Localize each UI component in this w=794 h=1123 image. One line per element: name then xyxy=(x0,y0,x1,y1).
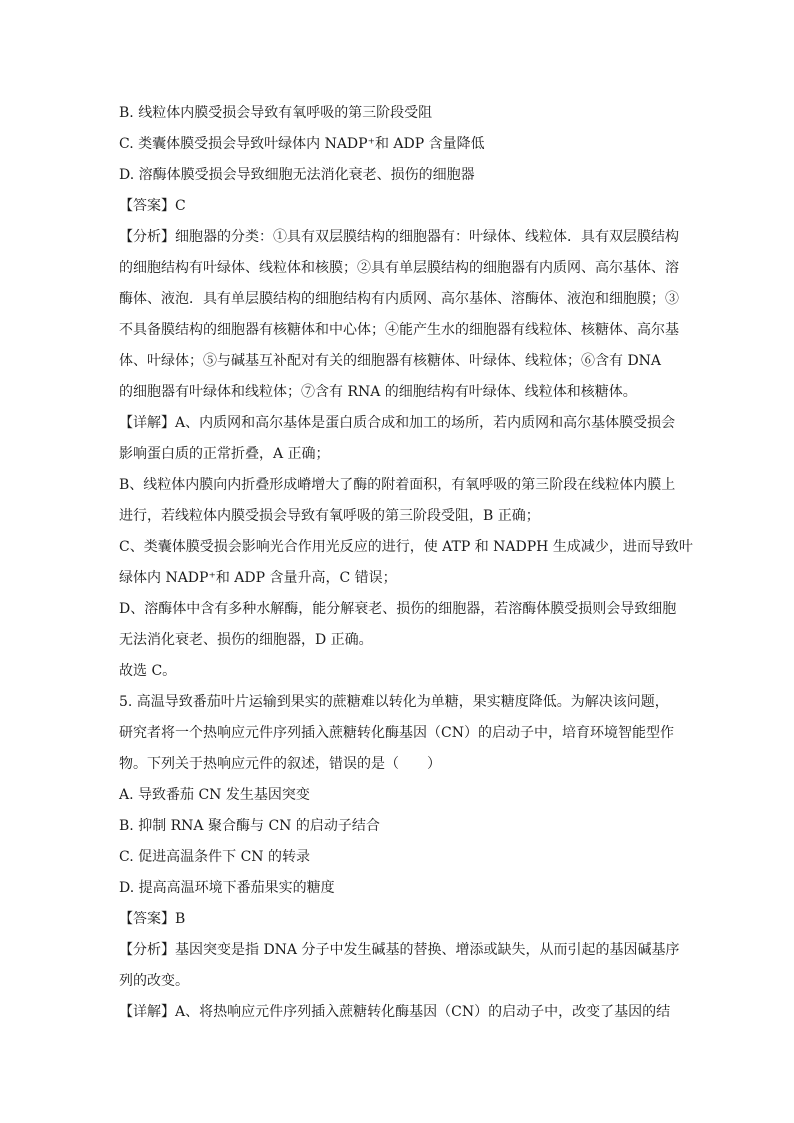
option-a-line: A. 导致番茄 CN 发生基因突变 xyxy=(119,787,310,803)
option-d-line: D. 溶酶体膜受损会导致细胞无法消化衰老、损伤的细胞器 xyxy=(119,167,475,183)
detail-line: 绿体内 NADP⁺和 ADP 含量升高，C 错误； xyxy=(119,570,397,586)
analysis-line: 【分析】基因突变是指 DNA 分子中发生碱基的替换、增添或缺失，从而引起的基因碱基序 xyxy=(119,942,680,958)
choice-line: 故选 C。 xyxy=(119,663,177,679)
detail-line: 无法消化衰老、损伤的细胞器，D 正确。 xyxy=(119,632,373,648)
detail-line: 影响蛋白质的正常折叠，A 正确； xyxy=(119,446,330,462)
option-c-line: C. 促进高温条件下 CN 的转录 xyxy=(119,849,310,865)
question-line: 5. 高温导致番茄叶片运输到果实的蔗糖难以转化为单糖，果实糖度降低。为解决该问题， xyxy=(119,694,669,710)
detail-line: 进行，若线粒体内膜受损会导致有氧呼吸的第三阶段受阻，B 正确； xyxy=(119,508,540,524)
analysis-line: 不具备膜结构的细胞器有核糖体和中心体；④能产生水的细胞器有线粒体、核糖体、高尔基 xyxy=(119,322,679,338)
option-b-line: B. 线粒体内膜受损会导致有氧呼吸的第三阶段受阻 xyxy=(119,105,433,121)
detail-line: B、线粒体内膜向内折叠形成嵴增大了酶的附着面积，有氧呼吸的第三阶段在线粒体内膜上 xyxy=(119,477,676,493)
detail-line: 【详解】A、将热响应元件序列插入蔗糖转化酶基因（CN）的启动子中，改变了基因的结 xyxy=(119,1004,671,1020)
analysis-line: 列的改变。 xyxy=(119,973,189,989)
answer-line: 【答案】B xyxy=(119,911,186,927)
analysis-line: 的细胞器有叶绿体和线粒体；⑦含有 RNA 的细胞结构有叶绿体、线粒体和核糖体。 xyxy=(119,384,637,400)
option-b-line: B. 抑制 RNA 聚合酶与 CN 的启动子结合 xyxy=(119,818,380,834)
detail-line: C、类囊体膜受损会影响光合作用光反应的进行，使 ATP 和 NADPH 生成减少，进而导致叶 xyxy=(119,539,693,555)
option-c-line: C. 类囊体膜受损会导致叶绿体内 NADP⁺和 ADP 含量降低 xyxy=(119,136,485,152)
analysis-line: 【分析】细胞器的分类：①具有双层膜结构的细胞器有：叶绿体、线粒体．具有双层膜结构 xyxy=(119,229,679,245)
option-d-line: D. 提高高温环境下番茄果实的糖度 xyxy=(119,880,335,896)
detail-line: 【详解】A、内质网和高尔基体是蛋白质合成和加工的场所，若内质网和高尔基体膜受损会 xyxy=(119,415,676,431)
detail-line: D、溶酶体中含有多种水解酶，能分解衰老、损伤的细胞器，若溶酶体膜受损则会导致细胞 xyxy=(119,601,677,617)
question-line: 研究者将一个热响应元件序列插入蔗糖转化酶基因（CN）的启动子中，培育环境智能型作 xyxy=(119,725,674,741)
analysis-line: 酶体、液泡．具有单层膜结构的细胞结构有内质网、高尔基体、溶酶体、液泡和细胞膜；③ xyxy=(119,291,679,307)
analysis-line: 体、叶绿体；⑤与碱基互补配对有关的细胞器有核糖体、叶绿体、线粒体；⑥含有 DNA xyxy=(119,353,662,369)
analysis-line: 的细胞结构有叶绿体、线粒体和核膜；②具有单层膜结构的细胞器有内质网、高尔基体、溶 xyxy=(119,260,679,276)
answer-line: 【答案】C xyxy=(119,198,186,214)
question-line: 物。下列关于热响应元件的叙述，错误的是（ ） xyxy=(119,756,441,772)
